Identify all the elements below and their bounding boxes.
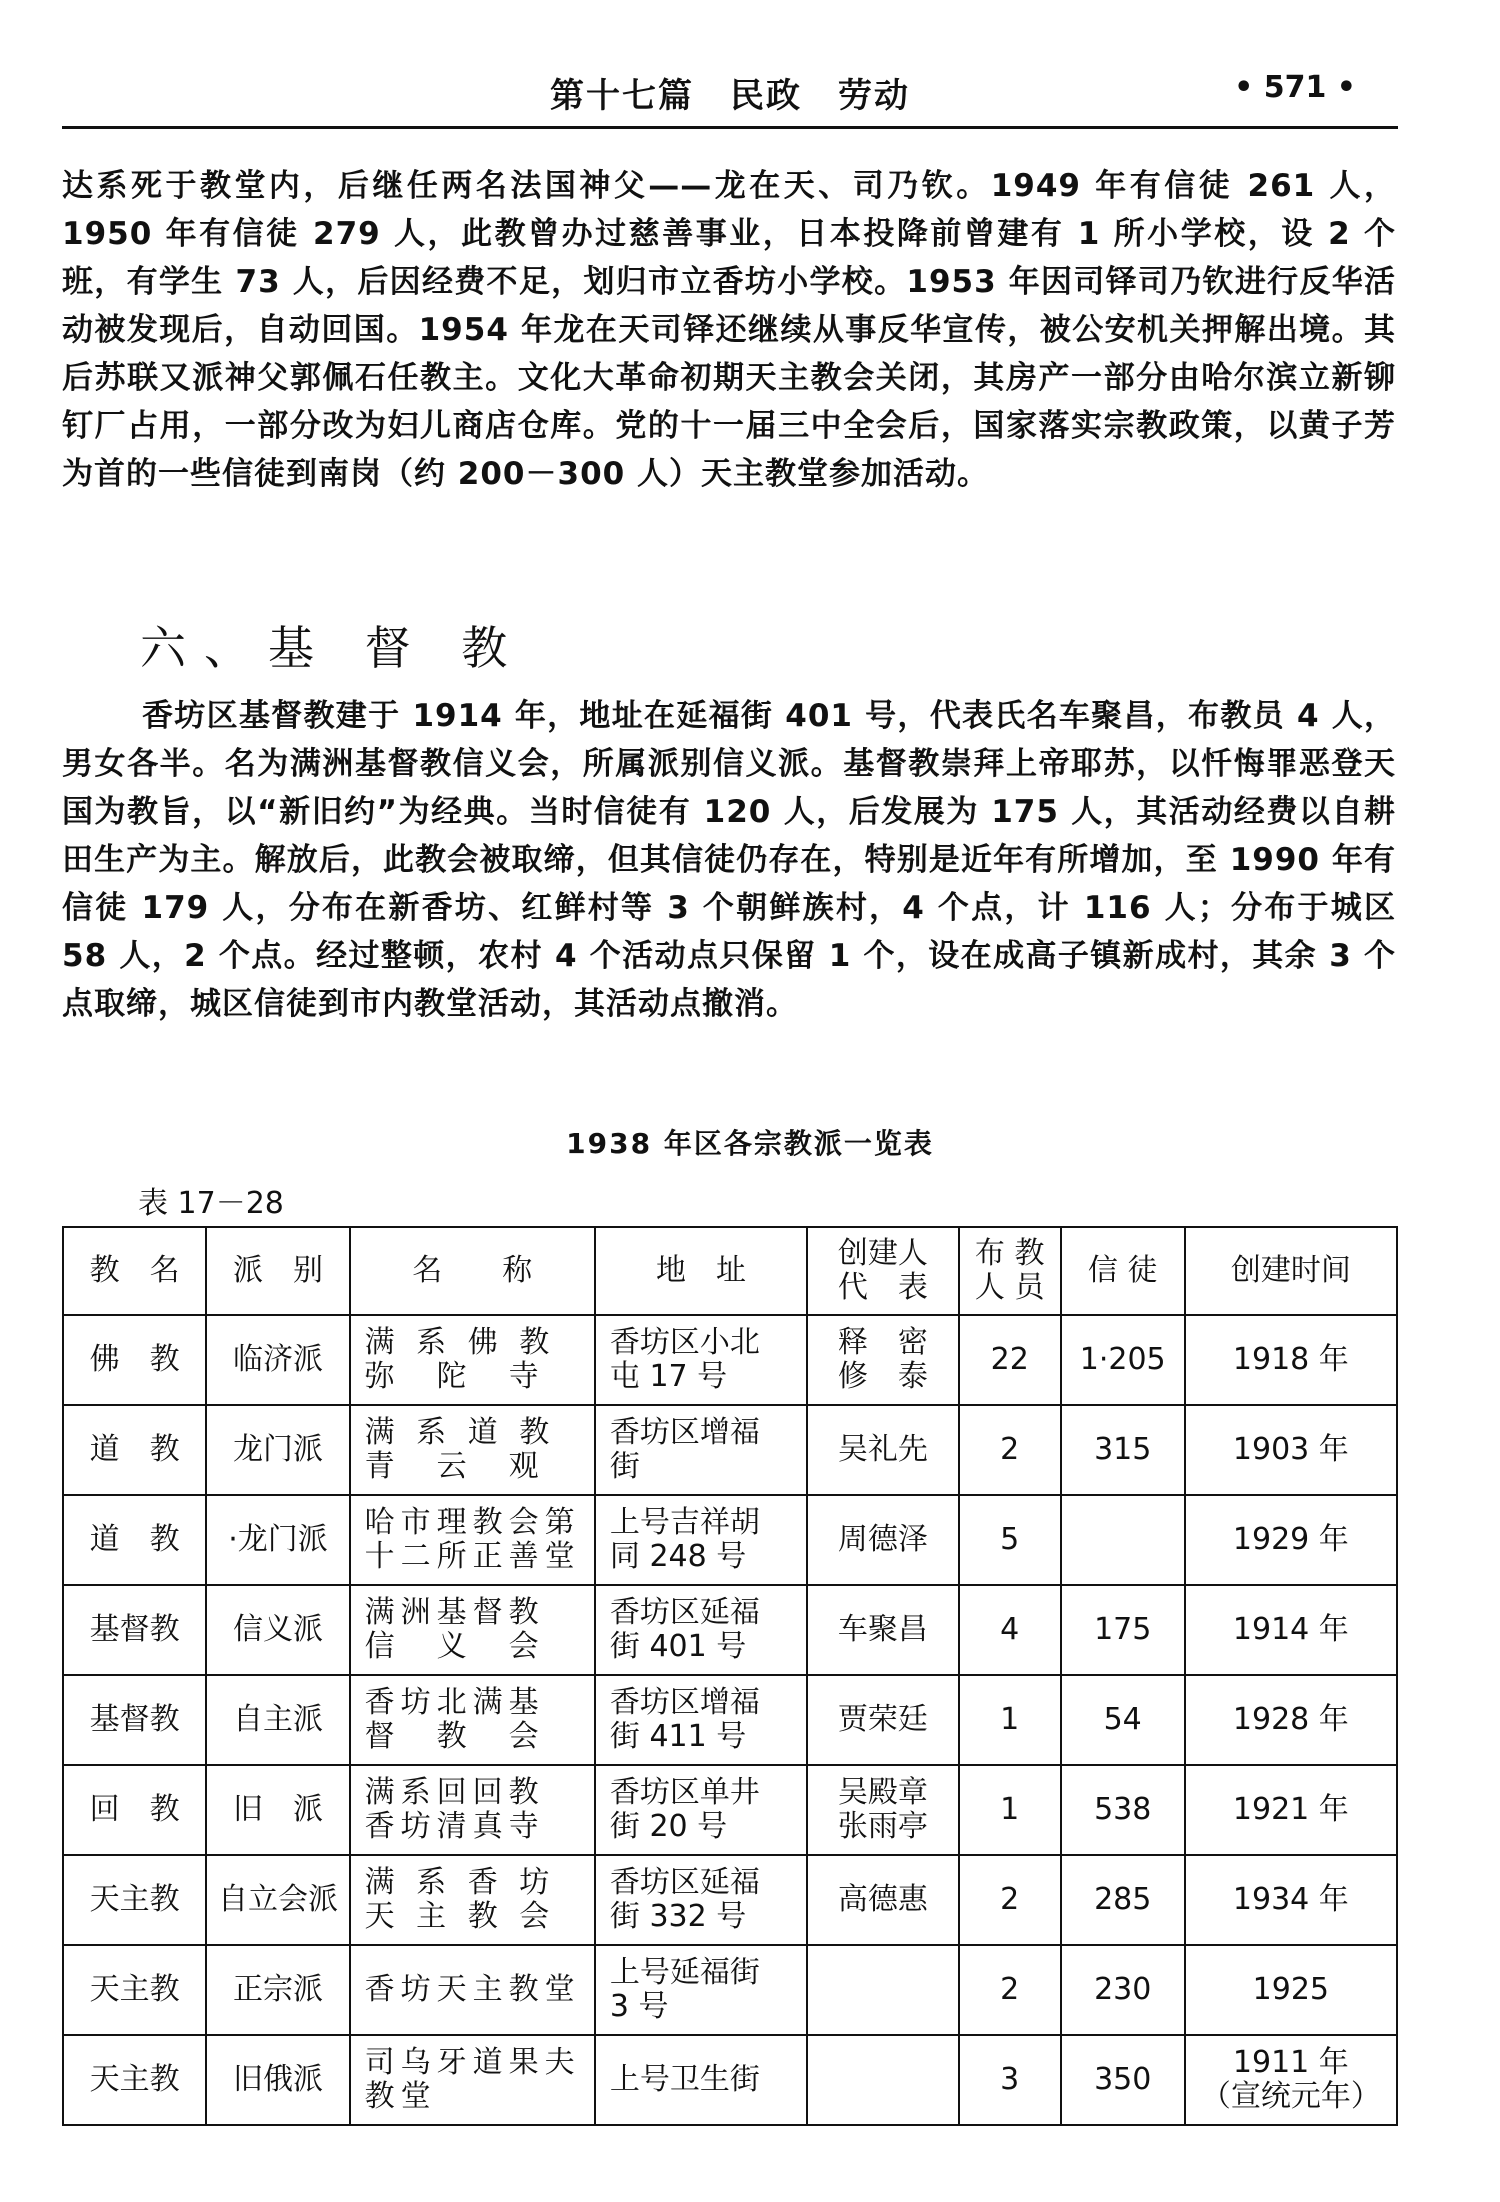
header-sect: 派 别 [206, 1227, 349, 1315]
cell-name: 满 系 佛 教 弥 陀 寺 [350, 1315, 595, 1405]
cell-religion: 道 教 [63, 1495, 206, 1585]
cell-founder: 周德泽 [807, 1495, 959, 1585]
cell-sect: ·龙门派 [206, 1495, 349, 1585]
cell-name: 满洲基督教 信 义 会 [350, 1585, 595, 1675]
cell-address: 上号吉祥胡 同 248 号 [595, 1495, 807, 1585]
cell-founded: 1929 年 [1185, 1495, 1397, 1585]
table-row [63, 2035, 1397, 2125]
header-founded: 创建时间 [1185, 1227, 1397, 1315]
cell-religion: 天主教 [63, 1855, 206, 1945]
header-religion: 教 名 [63, 1227, 206, 1315]
cell-address: 上号延福街 3 号 [595, 1945, 807, 2035]
cell-founder [807, 2035, 959, 2125]
header-name: 名 称 [350, 1227, 595, 1315]
header-address: 地 址 [595, 1227, 807, 1315]
cell-founder: 吴礼先 [807, 1405, 959, 1495]
cell-address: 香坊区单井 街 20 号 [595, 1765, 807, 1855]
cell-staff: 3 [959, 2035, 1061, 2125]
cell-founder: 释 密 修 泰 [807, 1315, 959, 1405]
paragraph-catholic-continued: 达系死于教堂内，后继任两名法国神父——龙在天、司乃钦。1949 年有信徒 261 人，1950 年有信徒 279 人，此教曾办过慈善事业，日本投降前曾建有 1 所小学校，设 2 个班，有学生 73 人，后因经费不足，划归市立香坊小学校。1953 年因司铎司乃钦进行反华活动被发现后，自动回国。1954 年龙在天司铎还继续从事反华宣传，被公安机关押解出境。其后苏联又派神父郭佩石任教主。文化大革命初期天主教会关闭，其房产一部分由哈尔滨立新铆钉厂占用，一部分改为妇儿商店仓库。党的十一届三中全会后，国家落实宗教政策，以黄子芳为首的一些信徒到南岗（约 200－300 人）天主教堂参加活动。 [62, 168, 1396, 492]
cell-religion: 天主教 [63, 2035, 206, 2125]
table-row [63, 1405, 1397, 1495]
cell-religion: 佛 教 [63, 1315, 206, 1405]
cell-staff: 2 [959, 1405, 1061, 1495]
cell-address: 上号卫生街 [595, 2035, 807, 2125]
cell-sect: 龙门派 [206, 1405, 349, 1495]
cell-sect: 旧 派 [206, 1765, 349, 1855]
cell-staff: 4 [959, 1585, 1061, 1675]
header-staff: 布 教 人 员 [959, 1227, 1061, 1315]
section-heading-christianity: 六、基 督 教 [140, 621, 526, 675]
cell-address: 香坊区延福 街 401 号 [595, 1585, 807, 1675]
cell-name: 哈市理教会第 十二所正善堂 [350, 1495, 595, 1585]
cell-founder: 高德惠 [807, 1855, 959, 1945]
cell-sect: 旧俄派 [206, 2035, 349, 2125]
cell-founder: 吴殿章 张雨亭 [807, 1765, 959, 1855]
cell-religion: 道 教 [63, 1405, 206, 1495]
table-row [63, 1495, 1397, 1585]
cell-sect: 临济派 [206, 1315, 349, 1405]
cell-founder: 贾荣廷 [807, 1675, 959, 1765]
cell-name: 满 系 道 教 青 云 观 [350, 1405, 595, 1495]
cell-staff: 2 [959, 1855, 1061, 1945]
cell-religion: 基督教 [63, 1675, 206, 1765]
religion-sects-table [62, 1226, 1398, 2126]
page-header [62, 62, 1398, 122]
cell-founder [807, 1945, 959, 2035]
cell-staff: 22 [959, 1315, 1061, 1405]
cell-name: 香坊北满基 督 教 会 [350, 1675, 595, 1765]
cell-followers: 315 [1061, 1405, 1185, 1495]
cell-name: 满系回回教 香坊清真寺 [350, 1765, 595, 1855]
header-divider [62, 126, 1398, 129]
cell-name: 满 系 香 坊 天 主 教 会 [350, 1855, 595, 1945]
cell-staff: 5 [959, 1495, 1061, 1585]
cell-religion: 基督教 [63, 1585, 206, 1675]
cell-address: 香坊区延福 街 332 号 [595, 1855, 807, 1945]
cell-founded: 1918 年 [1185, 1315, 1397, 1405]
cell-founded: 1934 年 [1185, 1855, 1397, 1945]
cell-name: 香坊天主教堂 [350, 1945, 595, 2035]
cell-followers: 230 [1061, 1945, 1185, 2035]
cell-founded: 1928 年 [1185, 1675, 1397, 1765]
cell-address: 香坊区小北 屯 17 号 [595, 1315, 807, 1405]
cell-founded: 1903 年 [1185, 1405, 1397, 1495]
header-founder: 创建人 代 表 [807, 1227, 959, 1315]
cell-followers: 175 [1061, 1585, 1185, 1675]
chapter-title: 第十七篇 民政 劳动 [550, 76, 910, 116]
cell-staff: 2 [959, 1945, 1061, 2035]
table-row [63, 1945, 1397, 2035]
cell-followers: 1·205 [1061, 1315, 1185, 1405]
cell-founded: 1921 年 [1185, 1765, 1397, 1855]
cell-sect: 自主派 [206, 1675, 349, 1765]
cell-address: 香坊区增福 街 411 号 [595, 1675, 807, 1765]
cell-religion: 回 教 [63, 1765, 206, 1855]
cell-founded: 1914 年 [1185, 1585, 1397, 1675]
cell-followers: 54 [1061, 1675, 1185, 1765]
cell-staff: 1 [959, 1765, 1061, 1855]
cell-name: 司乌牙道果夫 教堂 [350, 2035, 595, 2125]
header-followers: 信 徒 [1061, 1227, 1185, 1315]
cell-founded: 1911 年 （宣统元年） [1185, 2035, 1397, 2125]
table-row [63, 1765, 1397, 1855]
table-row [63, 1315, 1397, 1405]
cell-followers [1061, 1495, 1185, 1585]
cell-sect: 自立会派 [206, 1855, 349, 1945]
cell-sect: 正宗派 [206, 1945, 349, 2035]
cell-founder: 车聚昌 [807, 1585, 959, 1675]
table-row [63, 1585, 1397, 1675]
cell-staff: 1 [959, 1675, 1061, 1765]
cell-followers: 538 [1061, 1765, 1185, 1855]
table-title: 1938 年区各宗教派一览表 [566, 1127, 934, 1160]
cell-followers: 350 [1061, 2035, 1185, 2125]
table-header-row [63, 1227, 1397, 1315]
cell-followers: 285 [1061, 1855, 1185, 1945]
page-number: • 571 • [1234, 70, 1356, 105]
paragraph-christianity: 香坊区基督教建于 1914 年，地址在延福街 401 号，代表氏名车聚昌，布教员 4 人，男女各半。名为满洲基督教信义会，所属派别信义派。基督教崇拜上帝耶苏，以忏悔罪恶登天国为教旨，以“新旧约”为经典。当时信徒有 120 人，后发展为 175 人，其活动经费以自耕田生产为主。解放后，此教会被取缔，但其信徒仍存在，特别是近年有所增加，至 1990 年有信徒 179 人，分布在新香坊、红鲜村等 3 个朝鲜族村，4 个点，计 116 人；分布于城区 58 人，2 个点。经过整顿，农村 4 个活动点只保留 1 个，设在成高子镇新成村，其余 3 个点取缔，城区信徒到市内教堂活动，其活动点撤消。 [62, 698, 1396, 1022]
cell-religion: 天主教 [63, 1945, 206, 2035]
table-label: 表 17－28 [138, 1186, 284, 1221]
cell-founded: 1925 [1185, 1945, 1397, 2035]
table-row [63, 1675, 1397, 1765]
cell-address: 香坊区增福 街 [595, 1405, 807, 1495]
cell-sect: 信义派 [206, 1585, 349, 1675]
table-row [63, 1855, 1397, 1945]
